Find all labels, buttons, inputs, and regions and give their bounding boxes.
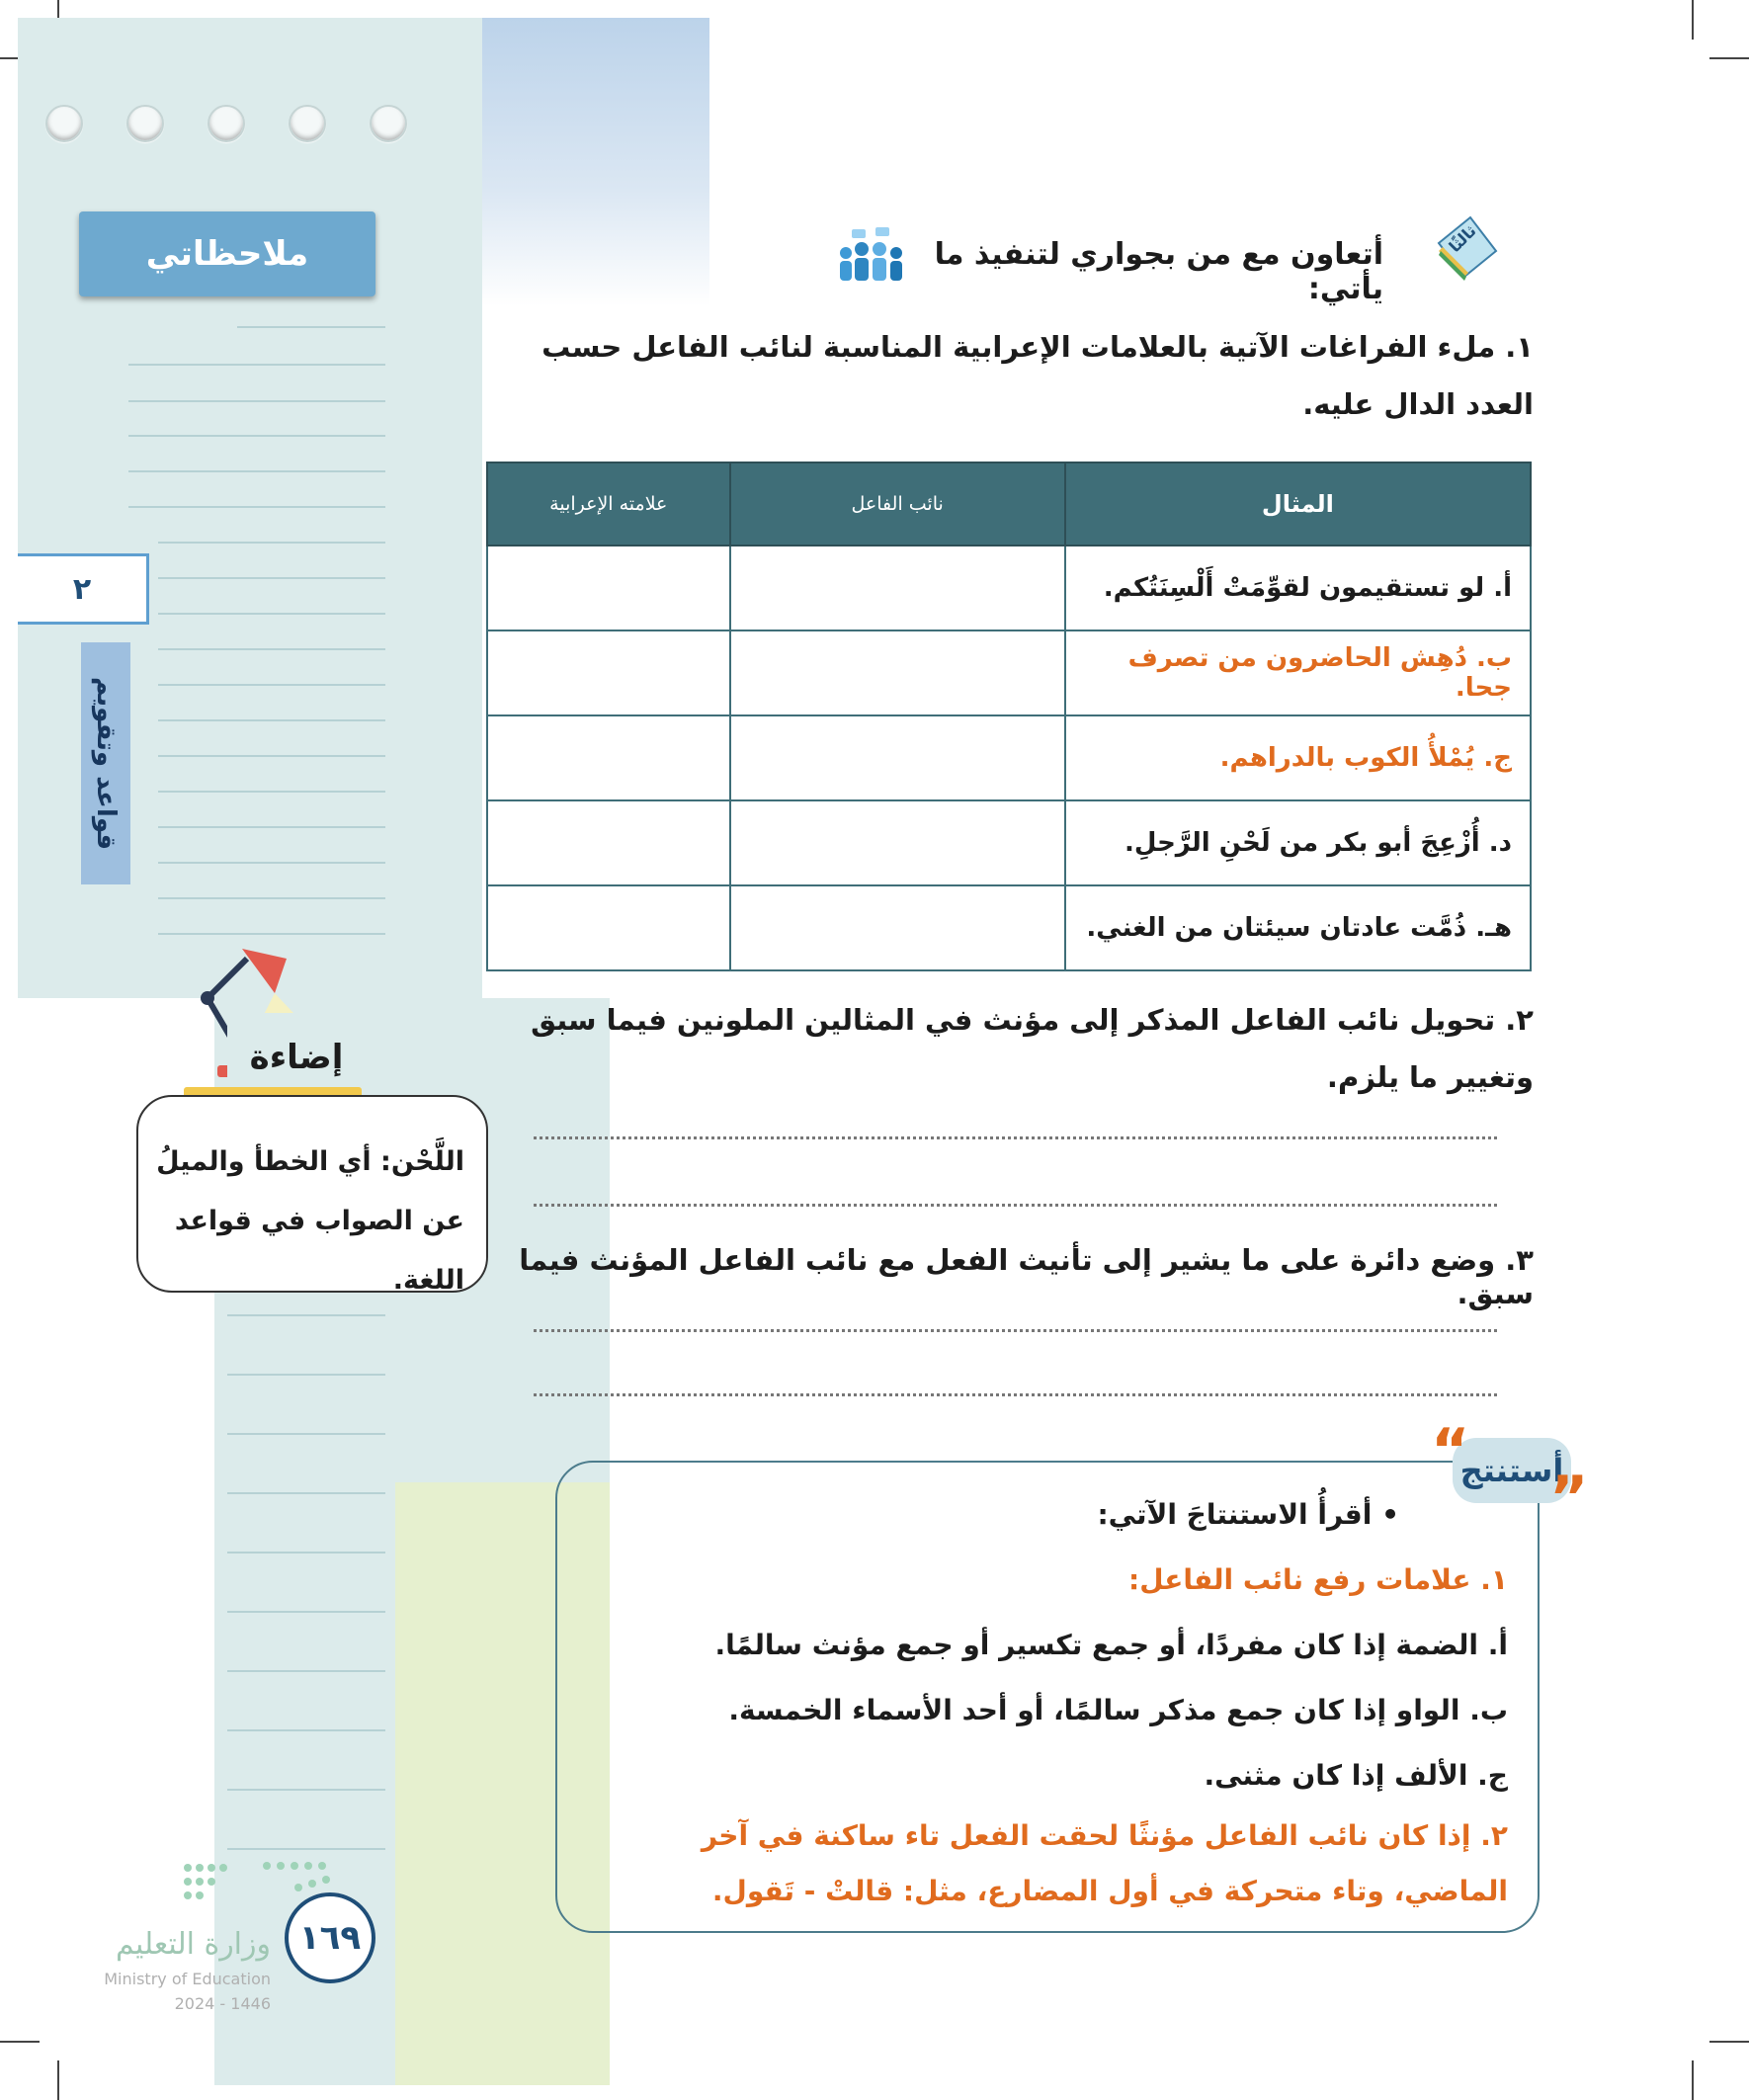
subject-answer-cell[interactable] — [730, 885, 1065, 970]
example-cell: أ. لو تستقيمون لقوِّمَتْ أَلْسِنَتُكم. — [1065, 546, 1531, 630]
crop-mark — [1709, 2041, 1749, 2043]
table-row — [487, 885, 1531, 970]
tip-box: اللَّحْن: أي الخطأ والميلُ عن الصواب في قواعد اللغة. — [136, 1095, 488, 1293]
page-number: ١٦٩ — [285, 1892, 375, 1983]
binder-hole — [45, 105, 83, 142]
ruled-line — [158, 648, 385, 650]
ruled-line — [158, 791, 385, 793]
ruled-line — [227, 1729, 385, 1731]
binder-hole — [126, 105, 164, 142]
subject-answer-cell[interactable] — [730, 800, 1065, 885]
ruled-line — [128, 435, 385, 437]
crop-mark — [1692, 0, 1694, 40]
ruled-line — [158, 684, 385, 686]
crop-mark — [0, 2041, 40, 2043]
question-2: ٢. تحويل نائب الفاعل المذكر إلى مؤنث في المثالين الملونين فيما سبق وتغيير ما يلزم. — [531, 1003, 1534, 1094]
close-quote-icon: ” — [1549, 1464, 1589, 1533]
ruled-line — [227, 1552, 385, 1554]
subject-answer-cell[interactable] — [730, 715, 1065, 800]
ruled-line — [128, 470, 385, 472]
ruled-line — [128, 506, 385, 508]
binder-hole — [370, 105, 407, 142]
subject-answer-cell[interactable] — [730, 630, 1065, 715]
ruled-line — [158, 577, 385, 579]
table-row — [487, 546, 1531, 630]
conclusion-point-2: ٢. إذا كان نائب الفاعل مؤنثًا لحقت الفعل تاء ساكنة في آخر الماضي، وتاء متحركة في أول المضارع، مثل: قالتْ - تَقول. — [701, 1819, 1508, 1907]
table-row — [487, 630, 1531, 715]
crop-mark — [57, 2060, 59, 2100]
ruled-line — [227, 1374, 385, 1376]
mark-answer-cell[interactable] — [487, 546, 730, 630]
table-header-mark: علامته الإعرابية — [487, 462, 730, 546]
ruled-line — [227, 1848, 385, 1850]
ruled-line — [158, 719, 385, 721]
crop-mark — [1709, 57, 1749, 59]
ruled-line — [158, 862, 385, 864]
answer-line[interactable] — [534, 1393, 1497, 1396]
ministry-name-en: Ministry of Education — [104, 1970, 271, 1988]
conclusion-item-c: ج. الألف إذا كان مثنى. — [1204, 1759, 1508, 1792]
ministry-name-ar: وزارة التعليم — [115, 1927, 271, 1962]
example-cell: ج. يُمْلأُ الكوب بالدراهم. — [1065, 715, 1531, 800]
answer-line[interactable] — [534, 1329, 1497, 1332]
answer-line[interactable] — [534, 1136, 1497, 1139]
answer-table — [486, 462, 1532, 971]
conclusion-tag: أستنتج — [1453, 1438, 1571, 1503]
section-instruction: أتعاون مع من بجواري لتنفيذ ما يأتي: — [934, 237, 1383, 306]
mark-answer-cell[interactable] — [487, 715, 730, 800]
section-badge-label: ثالثًا — [1445, 220, 1480, 257]
ruled-line — [158, 933, 385, 935]
conclusion-intro: • أقرأُ الاستنتاجَ الآتي: — [1097, 1498, 1399, 1531]
conclusion-heading: ١. علامات رفع نائب الفاعل: — [1128, 1563, 1508, 1596]
mark-answer-cell[interactable] — [487, 800, 730, 885]
binder-hole — [208, 105, 245, 142]
table-row — [487, 800, 1531, 885]
conclusion-item-a: أ. الضمة إذا كان مفردًا، أو جمع تكسير أو جمع مؤنث سالمًا. — [714, 1629, 1508, 1661]
example-cell: د. أُزْعِجَ أبو بكر من لَحْنِ الرَّجلِ. — [1065, 800, 1531, 885]
table-header-example: المثال — [1065, 462, 1531, 546]
unit-number-tab: ٢ — [18, 553, 149, 625]
ruled-line — [227, 1314, 385, 1316]
ruled-line — [227, 1433, 385, 1435]
subject-answer-cell[interactable] — [730, 546, 1065, 630]
ruled-line — [158, 542, 385, 544]
ruled-line — [158, 897, 385, 899]
binder-hole — [289, 105, 326, 142]
ruled-line — [227, 1611, 385, 1613]
ruled-line — [227, 1670, 385, 1672]
question-1: ١. ملء الفراغات الآتية بالعلامات الإعرابية المناسبة لنائب الفاعل حسب العدد الدال عليه. — [541, 330, 1534, 421]
table-row — [487, 715, 1531, 800]
mark-answer-cell[interactable] — [487, 885, 730, 970]
ruled-line — [227, 1789, 385, 1791]
ruled-line — [227, 1492, 385, 1494]
conclusion-item-b: ب. الواو إذا كان جمع مذكر سالمًا، أو أحد الأسماء الخمسة. — [728, 1694, 1508, 1726]
header-gradient — [464, 18, 709, 306]
example-cell: ب. دُهِش الحاضرون من تصرف جحا. — [1065, 630, 1531, 715]
ruled-line — [128, 400, 385, 402]
table-header-subject: نائب الفاعل — [730, 462, 1065, 546]
ruled-line — [128, 364, 385, 366]
question-3: ٣. وضع دائرة على ما يشير إلى تأنيث الفعل مع نائب الفاعل المؤنث فيما سبق. — [519, 1243, 1534, 1310]
open-quote-icon: “ — [1431, 1416, 1470, 1485]
notes-tab: ملاحظاتي — [79, 211, 375, 296]
ruled-line — [237, 326, 385, 328]
conclusion-intro-text: أقرأُ الاستنتاجَ الآتي: — [1097, 1498, 1373, 1531]
edition-year: 2024 - 1446 — [174, 1994, 271, 2013]
conclusion-box — [555, 1461, 1540, 1933]
crop-mark — [1692, 2060, 1694, 2100]
unit-name-tab: قواعد وتقويم — [81, 642, 130, 884]
example-cell: هـ. ذُمَّت عادتان سيئتان من الغني. — [1065, 885, 1531, 970]
mark-answer-cell[interactable] — [487, 630, 730, 715]
ruled-line — [158, 826, 385, 828]
answer-line[interactable] — [534, 1204, 1497, 1207]
tip-label: إضاءة — [227, 1013, 366, 1102]
ruled-line — [158, 613, 385, 615]
ruled-line — [158, 755, 385, 757]
